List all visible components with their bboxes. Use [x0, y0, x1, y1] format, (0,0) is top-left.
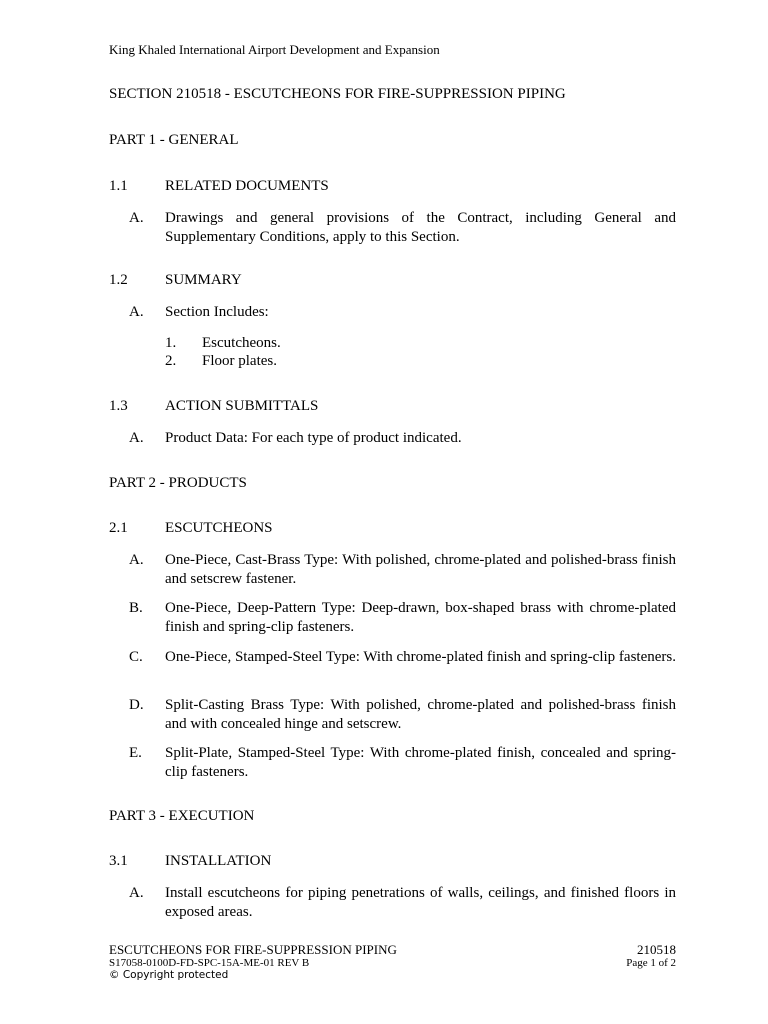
paragraph-label: D. [129, 697, 144, 713]
part-3-heading: PART 3 - EXECUTION [109, 808, 255, 824]
copyright-notice: © Copyright protected [109, 969, 229, 981]
paragraph-label: C. [129, 649, 143, 665]
paragraph-label: A. [129, 552, 144, 568]
subparagraph-label: 2. [165, 353, 177, 369]
subparagraph-text: Escutcheons. [202, 335, 281, 351]
paragraph-label: E. [129, 745, 142, 761]
paragraph-label: B. [129, 600, 143, 616]
part-1-heading: PART 1 - GENERAL [109, 132, 239, 148]
paragraph-label: A. [129, 304, 144, 320]
section-title: SECTION 210518 - ESCUTCHEONS FOR FIRE-SUPPRESSION PIPING [109, 86, 566, 102]
article-title: RELATED DOCUMENTS [165, 178, 329, 194]
part-2-heading: PART 2 - PRODUCTS [109, 475, 247, 491]
subparagraph-text: Floor plates. [202, 353, 277, 369]
paragraph-text: Split-Plate, Stamped-Steel Type: With chrome-plated finish, concealed and spring-clip fasteners. [165, 745, 676, 780]
paragraph-label: A. [129, 885, 144, 901]
article-title: ACTION SUBMITTALS [165, 398, 319, 414]
paragraph-text: Product Data: For each type of product indicated. [165, 430, 462, 446]
footer-section-number: 210518 [637, 942, 676, 957]
article-number: 2.1 [109, 520, 128, 536]
footer-title: ESCUTCHEONS FOR FIRE-SUPPRESSION PIPING [109, 942, 397, 957]
article-title: INSTALLATION [165, 853, 272, 869]
paragraph-text: Drawings and general provisions of the Contract, including General and Supplementary Conditions, apply to this Section. [165, 210, 676, 245]
paragraph-label: A. [129, 430, 144, 446]
subparagraph-label: 1. [165, 335, 177, 351]
footer-page-number: Page 1 of 2 [626, 957, 676, 969]
paragraph-label: A. [129, 210, 144, 226]
article-title: SUMMARY [165, 272, 242, 288]
paragraph-text: Section Includes: [165, 304, 269, 320]
footer-doc-number: S17058-0100D-FD-SPC-15A-ME-01 REV B [109, 957, 310, 969]
article-title: ESCUTCHEONS [165, 520, 273, 536]
running-header: King Khaled International Airport Development and Expansion [109, 42, 440, 57]
paragraph-text: One-Piece, Deep-Pattern Type: Deep-drawn, box-shaped brass with chrome-plated finish and spring-clip fasteners. [165, 600, 676, 635]
paragraph-text: One-Piece, Cast-Brass Type: With polished, chrome-plated and polished-brass finish and setscrew fastener. [165, 552, 676, 587]
paragraph-text: Install escutcheons for piping penetrations of walls, ceilings, and finished floors in exposed areas. [165, 885, 676, 920]
article-number: 1.3 [109, 398, 128, 414]
article-number: 1.1 [109, 178, 128, 194]
paragraph-text: Split-Casting Brass Type: With polished, chrome-plated and polished-brass finish and with concealed hinge and setscrew. [165, 697, 676, 732]
paragraph-text: One-Piece, Stamped-Steel Type: With chrome-plated finish and spring-clip fasteners. [165, 649, 676, 665]
article-number: 3.1 [109, 853, 128, 869]
article-number: 1.2 [109, 272, 128, 288]
